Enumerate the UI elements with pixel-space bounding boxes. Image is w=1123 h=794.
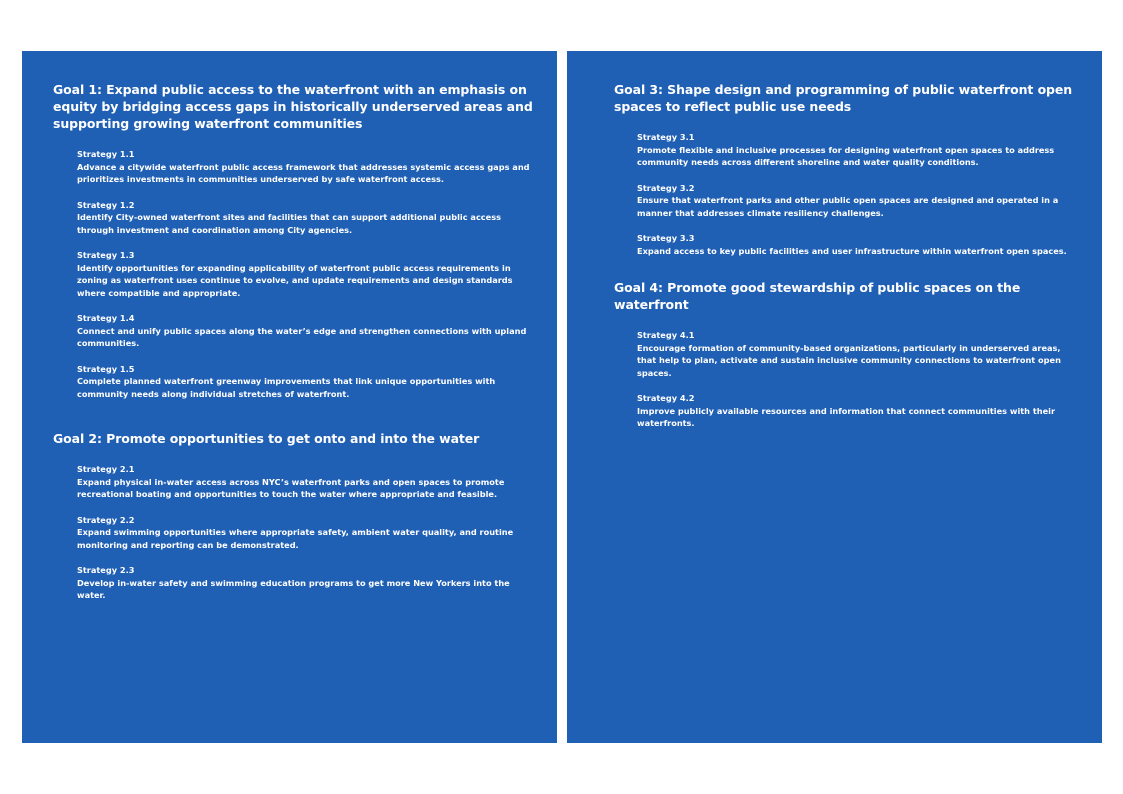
strategy-4-2 — [637, 392, 1082, 430]
goal-2-title: Goal 2: Promote opportunities to get onto and into the water — [53, 431, 480, 446]
strategy-1-3 — [77, 249, 537, 299]
strategy-text: Promote flexible and inclusive processes for designing waterfront open spaces to address community needs across different shoreline and water quality conditions. — [637, 144, 1055, 167]
strategy-3-1 — [637, 131, 1082, 169]
strategy-text: Identify opportunities for expanding applicability of waterfront public access requirements in zoning as waterfront uses continue to evolve, and update requirements and design standards where compatible and appropriate. — [77, 262, 513, 298]
goal-3-title: Goal 3: Shape design and programming of public waterfront open spaces to reflect public use needs — [614, 82, 1073, 114]
goal-block — [614, 81, 1082, 257]
goal-block — [614, 279, 1082, 430]
strategy-text: Advance a citywide waterfront public access framework that addresses systemic access gaps and prioritizes investments in communities underserved by safe waterfront access. — [77, 161, 530, 184]
strategy-1-2 — [77, 199, 537, 237]
strategy-2-2 — [77, 514, 537, 552]
strategy-label: Strategy 3.1 — [637, 132, 695, 142]
strategy-text: Expand access to key public facilities and user infrastructure within waterfront open spaces. — [637, 245, 1067, 256]
strategy-1-4 — [77, 312, 537, 350]
strategy-3-2 — [637, 182, 1082, 220]
strategy-text: Complete planned waterfront greenway improvements that link unique opportunities with community needs along individual stretches of waterfront. — [77, 376, 496, 399]
goal-block — [53, 430, 537, 602]
strategy-text: Develop in-water safety and swimming education programs to get more New Yorkers into the water. — [77, 577, 510, 600]
strategy-label: Strategy 2.2 — [77, 514, 135, 525]
strategy-text: Identify City-owned waterfront sites and facilities that can support additional public access through investment and coordination among City agencies. — [77, 212, 501, 235]
goal-4-title: Goal 4: Promote good stewardship of public spaces on the waterfront — [614, 280, 1021, 312]
strategy-2-3 — [77, 564, 537, 602]
strategy-label: Strategy 2.1 — [77, 464, 135, 474]
strategy-text: Ensure that waterfront parks and other public open spaces are designed and operated in a manner that addresses climate resiliency challenges. — [637, 195, 1059, 218]
strategy-label: Strategy 1.1 — [77, 149, 135, 159]
strategy-text: Expand swimming opportunities where appropriate safety, ambient water quality, and routine monitoring and reporting can be demonstrated. — [77, 527, 514, 550]
goal-block — [53, 81, 537, 400]
strategy-label: Strategy 2.3 — [77, 565, 135, 575]
strategy-text: Connect and unify public spaces along the water’s edge and strengthen connections with upland communities. — [77, 325, 527, 348]
strategy-label: Strategy 1.3 — [77, 250, 135, 260]
strategy-label: Strategy 4.2 — [637, 393, 695, 403]
strategy-text: Expand physical in-water access across NYC’s waterfront parks and open spaces to promote recreational boating and opportunities to touch the water where appropriate and feasible. — [77, 476, 505, 499]
strategy-label: Strategy 3.3 — [637, 233, 695, 243]
strategy-label: Strategy 1.5 — [77, 363, 135, 374]
strategy-4-1 — [637, 329, 1082, 379]
strategy-label: Strategy 1.4 — [77, 313, 135, 323]
strategy-1-5 — [77, 363, 537, 401]
right-page-panel — [567, 51, 1102, 743]
strategy-2-1 — [77, 463, 537, 501]
strategy-3-3 — [637, 232, 1082, 257]
strategy-text: Improve publicly available resources and information that connect communities with their waterfronts. — [637, 405, 1055, 428]
strategy-label: Strategy 4.1 — [637, 330, 695, 340]
goal-1-title: Goal 1: Expand public access to the waterfront with an emphasis on equity by bridging access gaps in historically underserved areas and supporting growing waterfront communities — [53, 82, 533, 131]
left-page-panel — [22, 51, 557, 743]
strategy-text: Encourage formation of community-based organizations, particularly in underserved areas, that help to plan, activate and sustain inclusive community connections to waterfront open spaces. — [637, 342, 1061, 378]
strategy-label: Strategy 1.2 — [77, 199, 135, 210]
strategy-label: Strategy 3.2 — [637, 182, 695, 193]
strategy-1-1 — [77, 148, 537, 186]
